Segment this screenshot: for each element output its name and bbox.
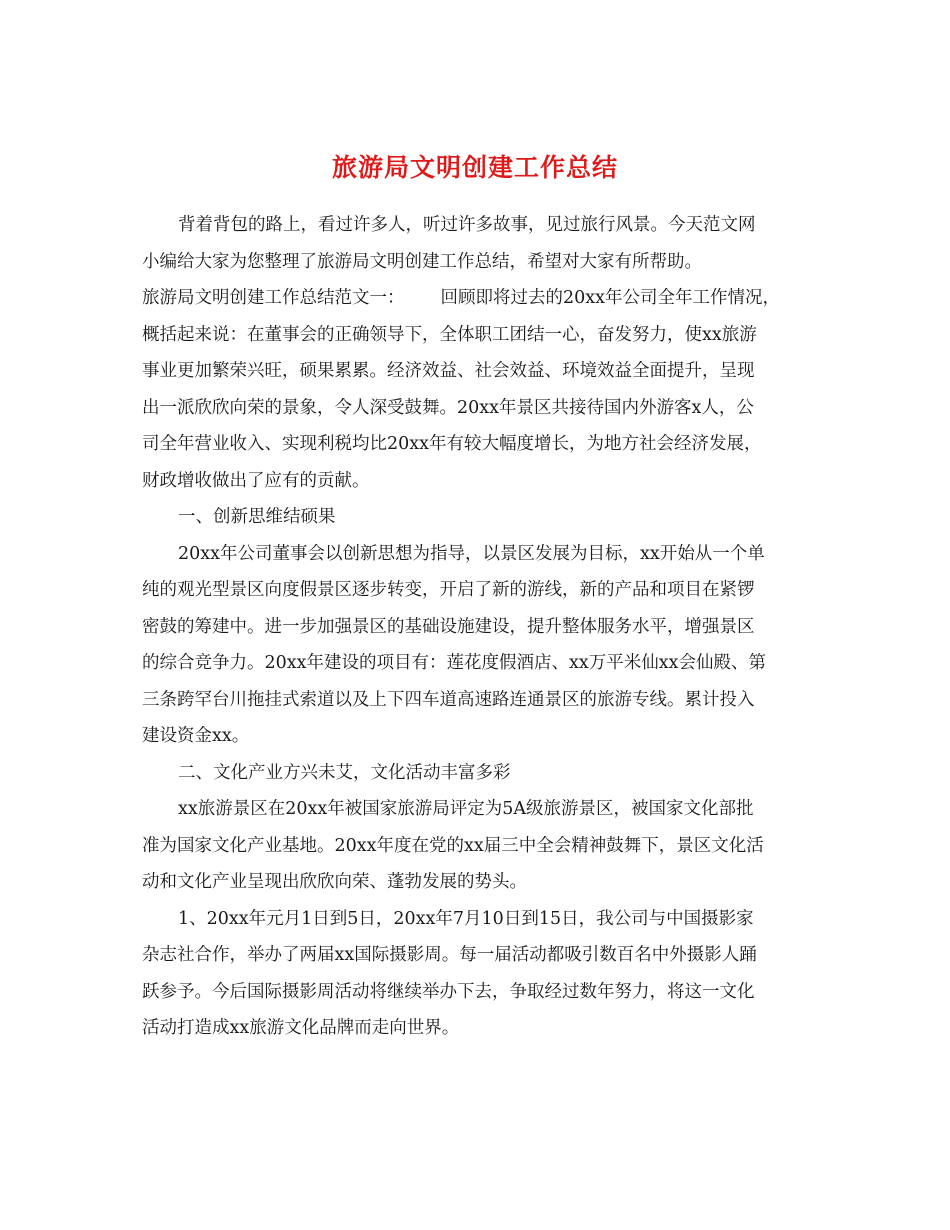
example-para-line: 司全年营业收入、实现利税均比20xx年有较大幅度增长，为地方社会经济发展，	[142, 434, 762, 454]
example-line-rest: 回顾即将过去的20xx年公司全年工作情况，	[440, 288, 781, 308]
section1-line: 密鼓的筹建中。进一步加强景区的基础设施建设，提升整体服务水平，增强景区	[142, 616, 755, 637]
example-para-line: 财政增收做出了应有的贡献。	[142, 470, 370, 491]
example-para-line	[142, 280, 812, 317]
section1-line: 20xx年公司董事会以创新思想为指导，以景区发展为目标，xx开始从一个单	[178, 543, 765, 564]
section2-para1-line: 准为国家文化产业基地。20xx年度在党的xx届三中全会精神鼓舞下，景区文化活	[142, 835, 764, 856]
document-body	[142, 207, 812, 1047]
intro-line: 背着背包的路上，看过许多人，听过许多故事，见过旅行风景。今天范文网	[178, 215, 756, 235]
document-title: 旅游局文明创建工作总结	[331, 152, 618, 182]
section1-line: 的综合竞争力。20xx年建设的项目有：莲花度假酒店、xx万平米仙xx会仙殿、第	[142, 653, 766, 673]
section2-para2-line: 杂志社合作，举办了两届xx国际摄影周。每一届活动都吸引数百名中外摄影人踊	[142, 945, 757, 965]
example-para-line: 概括起来说：在董事会的正确领导下，全体职工团结一心，奋发努力，使xx旅游	[142, 324, 757, 345]
section2-para2-line: 1、20xx年元月1日到5日，20xx年7月10日到15日，我公司与中国摄影家	[178, 908, 754, 929]
section2-para1-line: 动和文化产业呈现出欣欣向荣、蓬勃发展的势头。	[142, 872, 527, 892]
section2-para2-line: 跃参予。今后国际摄影周活动将继续举办下去，争取经过数年努力，将这一文化	[142, 981, 755, 1002]
section2-para2-line: 活动打造成xx旅游文化品牌而走向世界。	[142, 1018, 460, 1038]
section-heading: 二、文化产业方兴未艾，文化活动丰富多彩	[178, 762, 511, 783]
example-para-line: 事业更加繁荣兴旺，硕果累累。经济效益、社会效益、环境效益全面提升，呈现	[142, 361, 755, 381]
section1-line: 建设资金xx。	[142, 726, 250, 746]
example-para-line: 出一派欣欣向荣的景象，令人深受鼓舞。20xx年景区共接待国内外游客x人，公	[142, 397, 754, 418]
example-label: 旅游局文明创建工作总结范文一：	[142, 288, 405, 308]
section-heading: 一、创新思维结硕果	[178, 507, 336, 527]
intro-line: 小编给大家为您整理了旅游局文明创建工作总结，希望对大家有所帮助。	[142, 251, 702, 272]
section1-line: 纯的观光型景区向度假景区逐步转变，开启了新的游线，新的产品和项目在紧锣	[142, 580, 755, 600]
section2-para1-line: xx旅游景区在20xx年被国家旅游局评定为5A级旅游景区，被国家文化部批	[178, 799, 754, 819]
section1-line: 三条跨罕台川拖挂式索道以及上下四车道高速路连通景区的旅游专线。累计投入	[142, 689, 755, 710]
